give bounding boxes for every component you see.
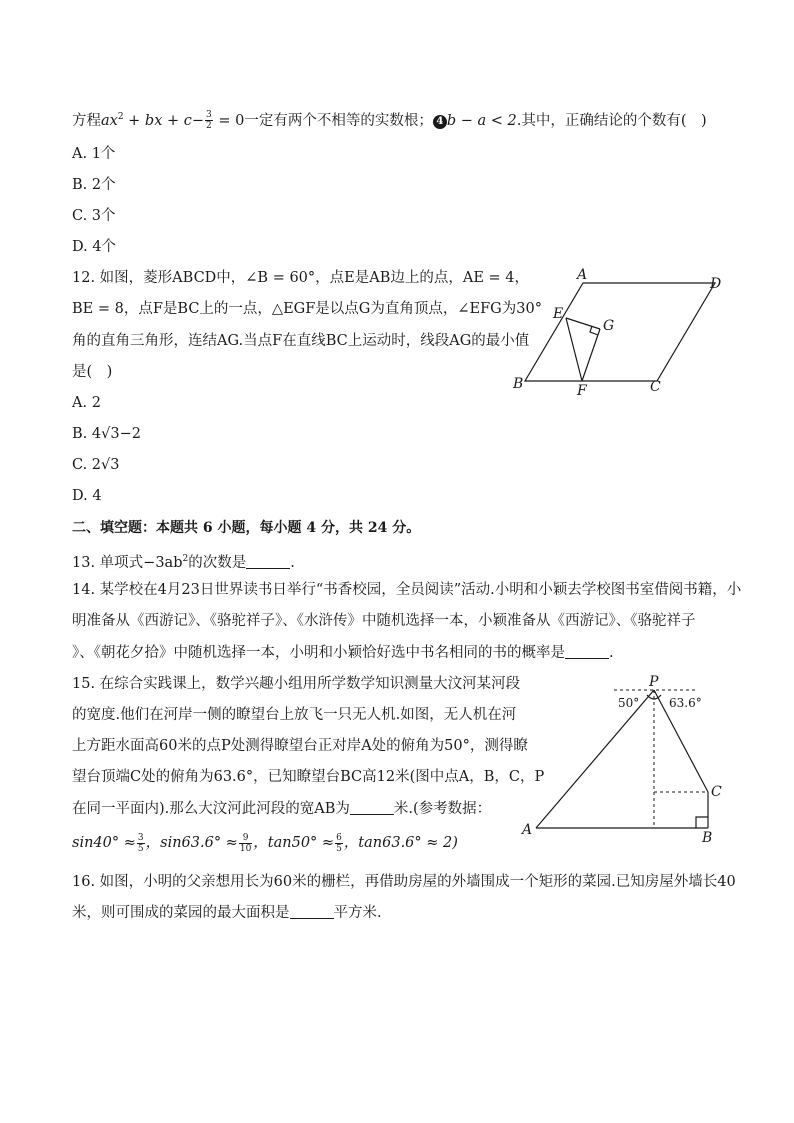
section-2-heading: 二、填空题：本题共 6 小题，每小题 4 分，共 24 分。	[72, 520, 421, 536]
frac-den: 10	[239, 843, 252, 854]
q12-option-b[interactable]: B. 4√3−2	[72, 426, 141, 442]
q16-line-2-post: 平方米.	[333, 905, 382, 921]
ref-sin63: ，sin63.6° ≈	[145, 835, 238, 851]
segment-gf	[582, 329, 600, 381]
frac-num: 3	[137, 832, 144, 843]
ref-tan63: ，tan63.6° ≈ 2)	[343, 835, 458, 851]
ref-sin40-frac	[137, 833, 145, 854]
q13-text	[72, 548, 295, 574]
frac-num: 6	[336, 832, 342, 843]
q13-sup: 2	[182, 554, 189, 564]
label-d: D	[710, 276, 722, 292]
q11-prefix: 方程	[72, 112, 101, 129]
q15-line-5-text: 在同一平面内).那么大汶河此河段的宽AB为	[72, 801, 350, 817]
frac-num: 9	[239, 833, 252, 844]
q12-line-3: 角的直角三角形，连结AG.当点F在直线BC上运动时，线段AG的最小值	[72, 333, 530, 349]
q14-line-3-text: 》、《朝花夕拾》中随机选择一本，小明和小颖恰好选中书名相同的书的概率是	[72, 645, 565, 661]
q11-tail: .其中，正确结论的个数有( )	[516, 112, 707, 129]
q13-answer-blank[interactable]	[246, 554, 290, 569]
circled-number-icon: 4	[433, 115, 447, 129]
q12-option-d[interactable]: D. 4	[72, 488, 102, 504]
frac-num: 3	[206, 110, 212, 121]
label-p: P	[649, 674, 659, 690]
frac-den: 2	[206, 121, 212, 132]
q11-option-b[interactable]: B. 2个	[72, 177, 116, 193]
q11-eq-b: + bx + c	[123, 112, 192, 129]
q11-option-d[interactable]: D. 4个	[72, 239, 117, 255]
angle-50: 50°	[618, 696, 640, 710]
q11-eq-minus: −	[191, 112, 205, 129]
label-b: B	[513, 376, 524, 392]
q12-option-c[interactable]: C. 2√3	[72, 457, 120, 473]
label-c: C	[650, 379, 661, 395]
q16-line-2-pre: 米，则可围成的菜园的最大面积是	[72, 905, 290, 921]
q16-answer-blank[interactable]	[290, 904, 334, 919]
q11-option-c[interactable]: C. 3个	[72, 208, 116, 224]
rhombus-figure	[505, 262, 735, 400]
q11-text	[72, 106, 707, 132]
q11-option-a[interactable]: A. 1个	[72, 146, 116, 162]
q15-answer-blank[interactable]	[350, 800, 394, 815]
line-pa	[536, 690, 654, 828]
q15-line-5	[72, 798, 491, 820]
label-a: A	[577, 267, 588, 283]
segment-ef	[566, 318, 582, 381]
label-c: C	[711, 784, 722, 800]
q14-line-1: 14. 某学校在4月23日世界读书日举行“书香校园，全员阅读”活动.小明和小颖去学校图书室借阅书籍，小	[72, 582, 742, 598]
label-e: E	[553, 306, 564, 322]
q15-line-4: 望台顶端C处的俯角为63.6°，已知瞭望台BC高12米(图中点A，B，C，P	[72, 769, 545, 785]
q12-line-1: 12. 如图，菱形ABCD中，∠B = 60°，点E是AB边上的点，AE = 4，	[72, 270, 530, 286]
q15-line-3: 上方距水面高60米的点P处测得瞭望台正对岸A处的俯角为50°，测得瞭	[72, 738, 528, 754]
right-angle-mark-b	[696, 817, 708, 828]
q14-line-2: 明准备从《西游记》、《骆驼祥子》、《水浒传》中随机选择一本，小颖准备从《西游记》、《骆驼祥子	[72, 613, 696, 629]
q15-reference-data	[72, 832, 458, 854]
q12-option-a[interactable]: A. 2	[72, 395, 101, 411]
label-g: G	[603, 318, 615, 334]
q14-line-3	[72, 642, 614, 664]
q15-unit: 米.(参考数据：	[393, 801, 492, 817]
q11-eq-a: ax	[101, 112, 118, 129]
q11-eq-sup: 2	[117, 112, 124, 122]
ref-tan50-frac	[335, 833, 343, 854]
q14-end: .	[609, 645, 614, 661]
angle-63-6: 63.6°	[669, 696, 702, 710]
q15-line-1: 15. 在综合实践课上，数学兴趣小组用所学数学知识测量大汶河某河段	[72, 676, 521, 692]
label-f: F	[577, 383, 587, 399]
q11-fraction	[205, 110, 213, 131]
ref-sin63-frac	[239, 833, 252, 854]
ref-tan50: ，tan50° ≈	[253, 835, 335, 851]
q15-line-2: 的宽度.他们在河岸一侧的瞭望台上放飞一只无人机.如图，无人机在河	[72, 707, 517, 723]
q16-line-1: 16. 如图，小明的父亲想用长为60米的栅栏，再借助房屋的外墙围成一个矩形的菜园.已知房屋外墙长40	[72, 874, 736, 890]
q13-pre: 13. 单项式−3ab	[72, 554, 183, 571]
frac-den: 5	[336, 843, 342, 854]
q12-line-2: BE = 8，点F是BC上的一点，△EGF是以点G为直角顶点，∠EFG为30°	[72, 301, 542, 317]
frac-den: 5	[137, 843, 144, 854]
rhombus-abcd	[525, 283, 715, 381]
q13-post: 的次数是	[188, 554, 247, 571]
q13-end: .	[290, 554, 295, 571]
q16-line-2	[72, 902, 382, 924]
q14-answer-blank[interactable]	[565, 644, 609, 659]
drone-figure	[518, 672, 728, 847]
label-a: A	[522, 822, 533, 838]
ref-sin40: sin40° ≈	[72, 835, 136, 851]
label-b: B	[702, 830, 713, 846]
q11-condition: b − a < 2	[446, 112, 517, 129]
q11-eq-tail: = 0一定有两个不相等的实数根；	[213, 112, 433, 129]
q12-line-4: 是( )	[72, 364, 113, 380]
segment-eg	[566, 318, 600, 329]
